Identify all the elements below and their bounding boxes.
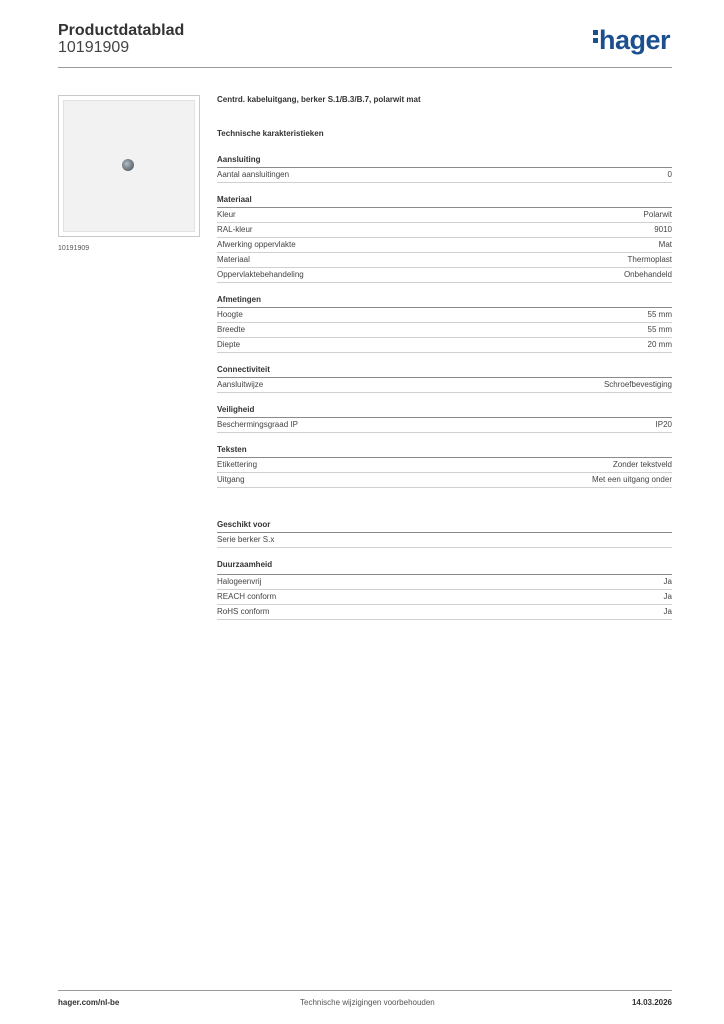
footer-divider: [58, 990, 672, 991]
spec-label: RAL-kleur: [217, 225, 253, 234]
spec-label: Serie berker S.x: [217, 535, 275, 544]
logo-text: hager: [599, 25, 671, 55]
spec-content: [217, 95, 672, 620]
spec-group-teksten: [217, 445, 672, 488]
spec-value: Schroefbevestiging: [603, 380, 672, 389]
document-title: Productdatablad: [58, 22, 185, 39]
group-title: Veiligheid: [217, 405, 672, 418]
spec-label: Aantal aansluitingen: [217, 170, 290, 179]
spec-group-materiaal: [217, 195, 672, 283]
group-title: Afmetingen: [217, 295, 672, 308]
spec-label: RoHS conform: [217, 607, 270, 616]
spec-group-aansluiting: [217, 155, 672, 183]
product-image: [58, 95, 200, 237]
group-title: Materiaal: [217, 195, 672, 208]
spec-label: Beschermingsgraad IP: [217, 420, 298, 429]
spec-row: [217, 208, 672, 223]
footer-website-link[interactable]: hager.com/nl-be: [58, 998, 120, 1007]
spec-row: [217, 418, 672, 433]
spec-label: Etikettering: [217, 460, 258, 469]
spec-label: Hoogte: [217, 310, 243, 319]
cover-plate: [63, 100, 195, 232]
spec-value: 55 mm: [647, 325, 672, 334]
spec-label: Materiaal: [217, 255, 250, 264]
spec-value: 9010: [654, 225, 672, 234]
spec-label: Uitgang: [217, 475, 245, 484]
spec-group-veiligheid: [217, 405, 672, 433]
group-title: Teksten: [217, 445, 672, 458]
spec-value: Onbehandeld: [623, 270, 672, 279]
spec-value: Met een uitgang onder: [591, 475, 672, 484]
group-title: Aansluiting: [217, 155, 672, 168]
spec-value: Zonder tekstveld: [612, 460, 672, 469]
spec-label: Oppervlaktebehandeling: [217, 270, 304, 279]
spec-value: Mat: [658, 240, 672, 249]
spec-label: Diepte: [217, 340, 241, 349]
section-title: Technische karakteristieken: [217, 129, 324, 138]
spec-row: [217, 323, 672, 338]
spec-group-connectiviteit: [217, 365, 672, 393]
logo-colon-icon: [593, 27, 598, 46]
spec-row: [217, 378, 672, 393]
group-title: Geschikt voor: [217, 520, 672, 533]
spec-value: 55 mm: [647, 310, 672, 319]
spec-row: [217, 338, 672, 353]
footer-notice: Technische wijzigingen voorbehouden: [300, 998, 435, 1007]
spec-value: 20 mm: [647, 340, 672, 349]
spec-label: Breedte: [217, 325, 246, 334]
footer-date: 14.03.2026: [631, 998, 672, 1007]
group-title: Connectiviteit: [217, 365, 672, 378]
spec-label: Kleur: [217, 210, 236, 219]
spec-value: IP20: [655, 420, 672, 429]
spec-value: Polarwit: [643, 210, 672, 219]
spec-row: [217, 590, 672, 605]
spec-row: [217, 574, 672, 590]
product-number: 10191909: [58, 39, 130, 56]
spec-row: [217, 605, 672, 620]
hager-logo: [593, 27, 670, 54]
spec-group-afmetingen: [217, 295, 672, 353]
header-divider: [58, 67, 672, 68]
spec-row: [217, 458, 672, 473]
spec-row: [217, 473, 672, 488]
spec-value: Ja: [663, 607, 672, 616]
spec-label: Afwerking oppervlakte: [217, 240, 296, 249]
spec-value: Ja: [663, 577, 672, 586]
spec-row: [217, 238, 672, 253]
spec-row: [217, 253, 672, 268]
spec-value: 0: [667, 170, 672, 179]
product-name: Centrd. kabeluitgang, berker S.1/B.3/B.7, polarwit mat: [217, 95, 421, 104]
spec-row: [217, 168, 672, 183]
spec-row: [217, 268, 672, 283]
spec-value: Ja: [663, 592, 672, 601]
spec-row: [217, 533, 672, 548]
spec-row: [217, 308, 672, 323]
spec-row: [217, 223, 672, 238]
spec-group-duurzaamheid: [217, 560, 672, 620]
image-caption: 10191909: [58, 245, 90, 252]
spec-value: Thermoplast: [627, 255, 672, 264]
spec-label: Halogeenvrij: [217, 577, 262, 586]
spec-label: Aansluitwijze: [217, 380, 264, 389]
spacer: [217, 488, 672, 508]
group-title: Duurzaamheid: [217, 560, 273, 569]
spec-label: REACH conform: [217, 592, 277, 601]
cable-outlet-icon: [122, 159, 134, 171]
spec-group-geschikt-voor: [217, 520, 672, 548]
